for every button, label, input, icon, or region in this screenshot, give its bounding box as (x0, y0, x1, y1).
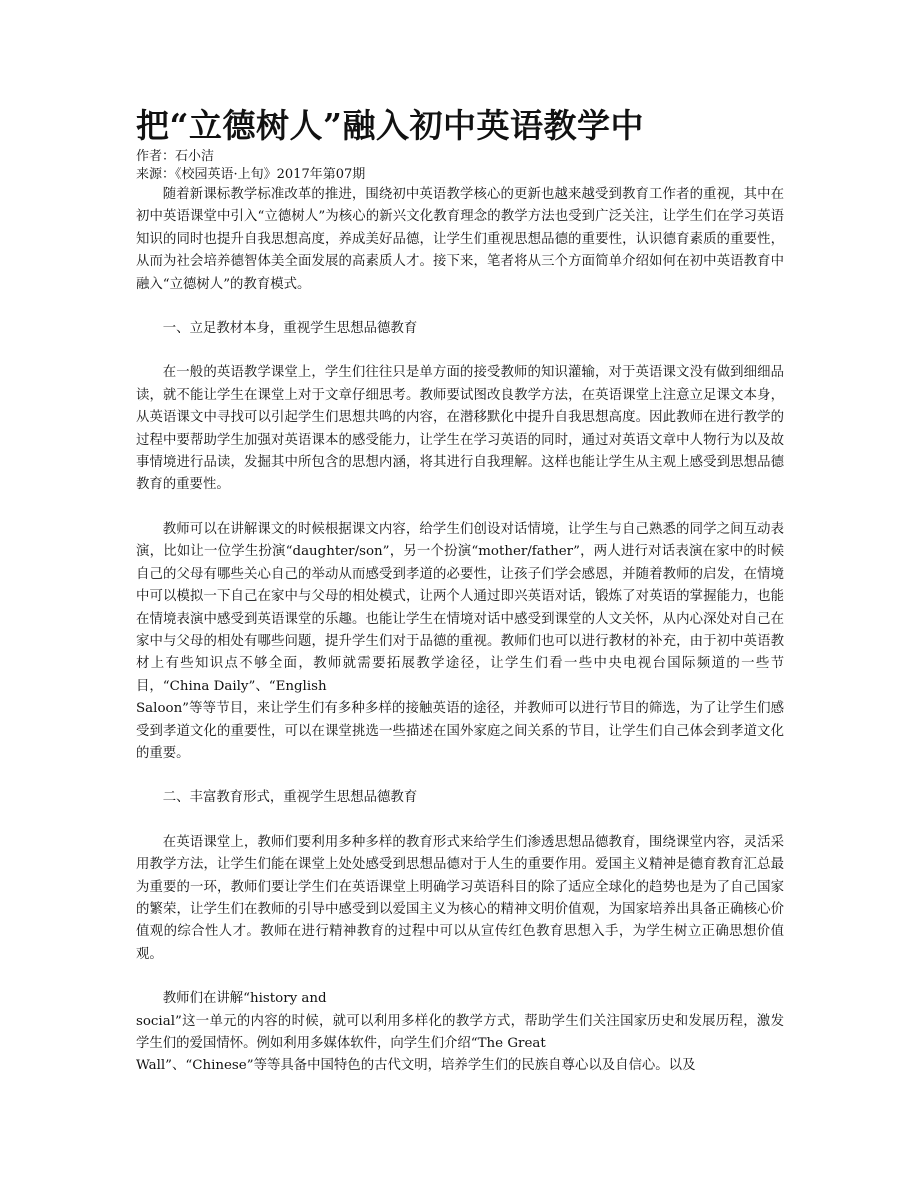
intro-paragraph: 随着新课标教学标准改革的推进，围绕初中英语教学核心的更新也越来越受到教育工作者的重视，其中在初中英语课堂中引入“立德树人”为核心的新兴文化教育理念的教学方法也受到广泛关注，让学生们在学习英语知识的同时也提升自我思想高度，养成美好品德，让学生们重视思想品德的重要性，认识德育素质的重要性，从而为社会培养德智体美全面发展的高素质人才。接下来，笔者将从三个方面简单介绍如何在初中英语教育中融入“立德树人”的教育模式。 (136, 187, 784, 292)
section-2-paragraph-1: 在英语课堂上，教师们要利用多种多样的教育形式来给学生们渗透思想品德教育，围绕课堂内容，灵活采用教学方法，让学生们能在课堂上处处感受到思想品德对于人生的重要作用。爱国主义精神是德育教育汇总最为重要的一环，教师们要让学生们在英语课堂上明确学习英语科目的除了适应全球化的趋势也是为了自己国家的繁荣，让学生们在教师的引导中感受到以爱国主义为核心的精神文明价值观，为国家培养出具备正确核心价值观的综合性人才。教师在进行精神教育的过程中可以从宣传红色教育思想入手，为学生树立正确思想价值观。 (136, 834, 784, 962)
section-1-paragraph-1: 在一般的英语教学课堂上，学生们往往只是单方面的接受教师的知识灌输，对于英语课文没有做到细细品读，就不能让学生在课堂上对于文章仔细思考。教师要试图改良教学方法，在英语课堂上注意立足课文本身，从英语课文中寻找可以引起学生们思想共鸣的内容，在潜移默化中提升自我思想高度。因此教师在进行教学的过程中要帮助学生加强对英语课本的感受能力，让学生在学习英语的同时，通过对英语文章中人物行为以及故事情境进行品读，发掘其中所包含的思想内涵，将其进行自我理解。这样也能让学生从主观上感受到思想品德教育的重要性。 (136, 365, 784, 493)
section-1-heading: 一、立足教材本身，重视学生思想品德教育 (162, 321, 418, 337)
article (136, 104, 784, 1078)
source-line: 来源：《校园英语·上旬》2017年第07期 (136, 167, 366, 182)
section-1-paragraph-2: 教师可以在讲解课文的时候根据课文内容，给学生们创设对话情境，让学生与自己熟悉的同学之间互动表演，比如让一位学生扮演“daughter/son”，另一个扮演“mother/father”，两人进行对话表演在家中的时候自己的父母有哪些关心自己的举动从而感受到孝道的必要性，让孩子们学会感恩，并随着教师的启发，在情境中可以模拟一下自己在家中与父母的相处模式，让两个人通过即兴英语对话，锻炼了对英语的掌握能力，也能在情境表演中感受到英语课堂的乐趣。也能让学生在情境对话中感受到课堂的人文关怀，从内心深处对自己在家中与父母的相处有哪些问题，提升学生们对于品德的重视。教师们也可以进行教材的补充，由于初中英语教材上有些知识点不够全面，教师就需要拓展教学途径，让学生们看一些中央电视台国际频道的一些节目，“China Daily”、“English Saloon”等等节目，来让学生们有多种多样的接触英语的途径，并教师可以进行节目的筛选，为了让学生们感受到孝道文化的重要性，可以在课堂挑选一些描述在国外家庭之间关系的节目，让学生们自己体会到孝道文化的重要。 (136, 521, 784, 761)
author-line: 作者：石小洁 (136, 149, 215, 164)
section-2-heading: 二、丰富教育形式，重视学生思想品德教育 (162, 790, 418, 806)
page-title: 把“立德树人”融入初中英语教学中 (136, 106, 644, 145)
section-2-paragraph-2: 教师们在讲解“history and social”这一单元的内容的时候，就可以利用多样化的教学方式，帮助学生们关注国家历史和发展历程，激发学生们的爱国情怀。例如利用多媒体软件，向学生们介绍“The Great Wall”、“Chinese”等等具备中国特色的古代文明，培养学生们的民族自尊心以及自信心。以及 (136, 991, 784, 1074)
